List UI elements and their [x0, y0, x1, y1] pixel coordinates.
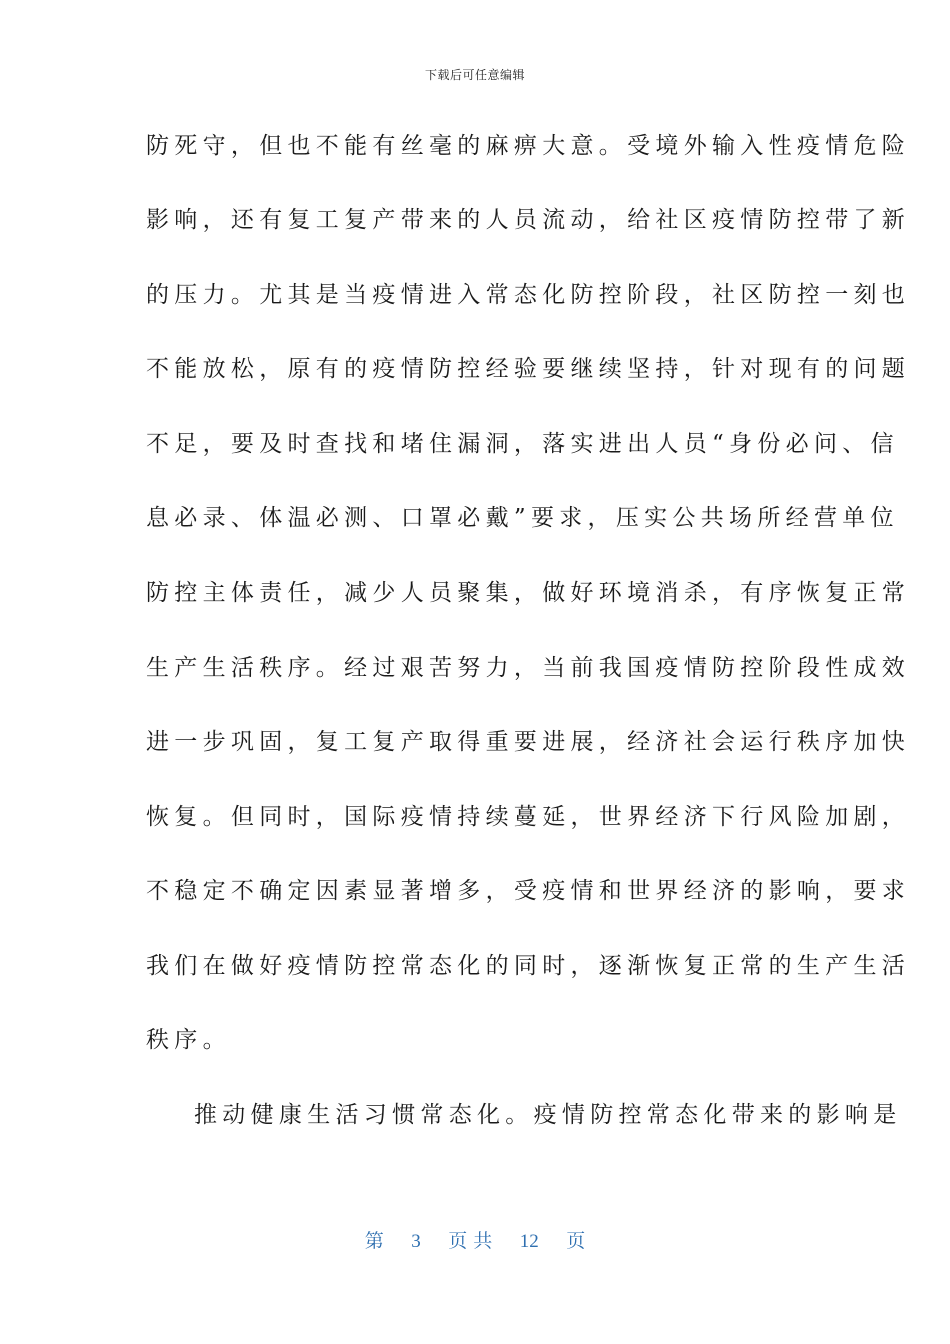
text-line: 秩序。: [146, 1027, 231, 1053]
footer-current-page: 3: [411, 1231, 421, 1252]
text-line: 不稳定不确定因素显著增多，受疫情和世界经济的影响，要求: [146, 878, 911, 904]
text-line: 息必录、体温必测、口罩必戴”要求，压实公共场所经营单位: [146, 505, 899, 531]
footer-middle: 页共: [448, 1231, 499, 1252]
text-line: 不能放松，原有的疫情防控经验要继续坚持，针对现有的问题: [146, 356, 911, 382]
text-line: 推动健康生活习惯常态化。疫情防控常态化带来的影响是: [194, 1102, 902, 1128]
text-line: 进一步巩固，复工复产取得重要进展，经济社会运行秩序加快: [146, 729, 911, 755]
footer-total-pages: 12: [519, 1231, 539, 1252]
footer-prefix: 第: [364, 1231, 384, 1252]
text-line: 恢复。但同时，国际疫情持续蔓延，世界经济下行风险加剧，: [146, 804, 911, 830]
page-footer: [0, 1226, 950, 1253]
text-line: 的压力。尤其是当疫情进入常态化防控阶段，社区防控一刻也: [146, 282, 911, 308]
text-line: 不足，要及时查找和堵住漏洞，落实进出人员“身份必问、信: [146, 431, 899, 457]
text-line: 防控主体责任，减少人员聚集，做好环境消杀，有序恢复正常: [146, 580, 911, 606]
text-line: 生产生活秩序。经过艰苦努力，当前我国疫情防控阶段性成效: [146, 655, 911, 681]
page-header: 下载后可任意编辑: [424, 68, 525, 82]
text-line: 防死守，但也不能有丝毫的麻痹大意。受境外输入性疫情危险: [146, 133, 911, 159]
footer-suffix: 页: [566, 1231, 586, 1252]
text-line: 影响，还有复工复产带来的人员流动，给社区疫情防控带了新: [146, 207, 911, 233]
text-line: 我们在做好疫情防控常态化的同时，逐渐恢复正常的生产生活: [146, 953, 911, 979]
